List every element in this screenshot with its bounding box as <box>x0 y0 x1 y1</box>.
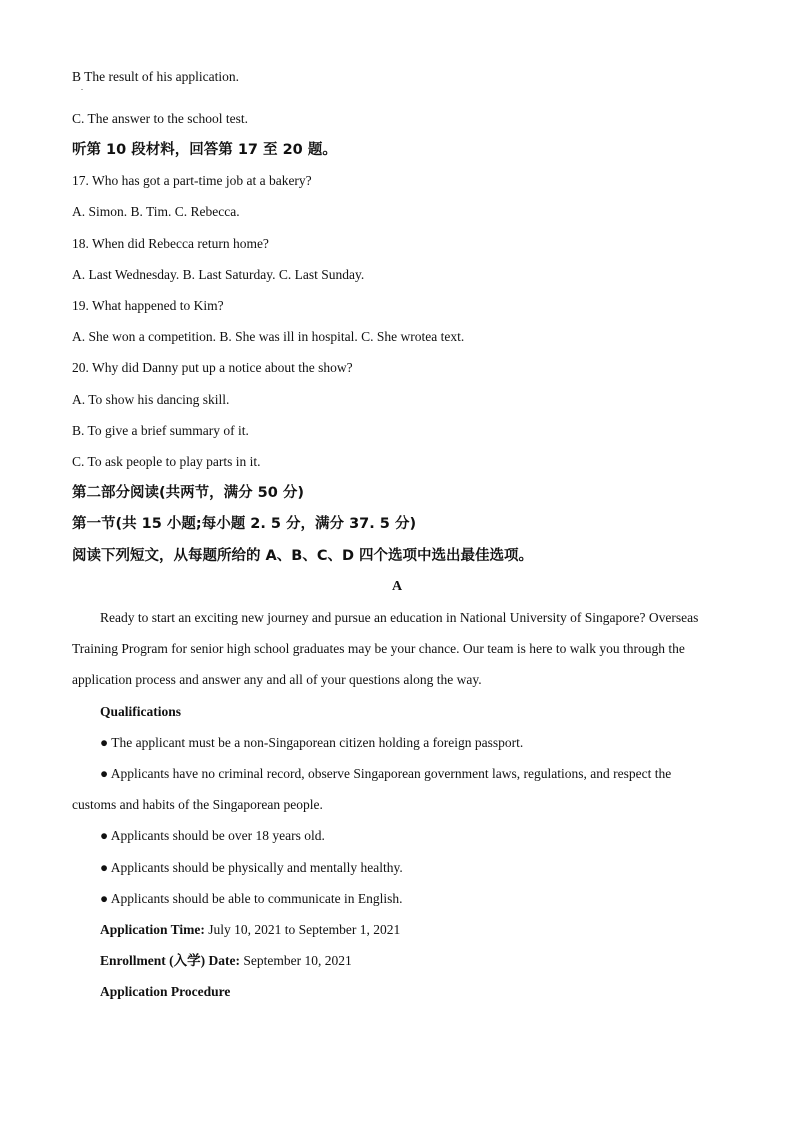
options-19: A. She won a competition. B. She was ill in hospital. C. She wrotea text. <box>72 329 465 344</box>
qualification-1: ● The applicant must be a non-Singaporean citizen holding a foreign passport. <box>100 735 524 750</box>
intro-line-3: application process and answer any and all of your questions along the way. <box>72 672 482 687</box>
question-18: 18. When did Rebecca return home? <box>72 236 269 251</box>
qualifications-heading: Qualifications <box>100 704 182 719</box>
passage-letter: A <box>391 579 403 594</box>
question-17: 17. Who has got a part-time job at a bakery? <box>72 173 312 188</box>
enrollment-value: September 10, 2021 <box>239 953 352 968</box>
application-time-value: July 10, 2021 to September 1, 2021 <box>204 922 401 937</box>
option-20-a: A. To show his dancing skill. <box>72 392 230 407</box>
question-20: 20. Why did Danny put up a notice about the show? <box>72 360 353 375</box>
application-time <box>100 921 400 939</box>
qualification-3: ● Applicants should be over 18 years old. <box>100 828 325 843</box>
section1-heading: 第一节(共 15 小题;每小题 2. 5 分，满分 37. 5 分) <box>72 516 417 532</box>
option-b-prev: B The result of his application. <box>72 69 239 84</box>
qualification-2-cont: customs and habits of the Singaporean people. <box>72 797 323 812</box>
qualification-5: ● Applicants should be able to communicate in English. <box>100 891 403 906</box>
part2-heading: 第二部分阅读(共两节，满分 50 分) <box>72 485 305 501</box>
enrollment-date <box>100 952 352 970</box>
question-19: 19. What happened to Kim? <box>72 298 224 313</box>
option-c-prev: C. The answer to the school test. <box>72 111 248 126</box>
intro-line-2: Training Program for senior high school graduates may be your chance. Our team is here to walk you through the <box>72 641 685 656</box>
option-20-c: C. To ask people to play parts in it. <box>72 454 261 469</box>
application-time-label: Application Time: <box>100 922 205 937</box>
section10-heading: 听第 10 段材料，回答第 17 至 20 题。 <box>72 142 337 158</box>
enrollment-label: Enrollment (入学) Date: <box>100 953 240 968</box>
stray-dot: . <box>81 83 83 92</box>
options-18: A. Last Wednesday. B. Last Saturday. C. Last Sunday. <box>72 267 365 282</box>
option-20-b: B. To give a brief summary of it. <box>72 423 249 438</box>
qualification-4: ● Applicants should be physically and mentally healthy. <box>100 860 403 875</box>
options-17: A. Simon. B. Tim. C. Rebecca. <box>72 204 240 219</box>
procedure-heading: Application Procedure <box>100 984 231 999</box>
reading-instruction: 阅读下列短文，从每题所给的 A、B、C、D 四个选项中选出最佳选项。 <box>72 548 534 564</box>
intro-line-1: Ready to start an exciting new journey and pursue an education in National University of Singapore? Overseas <box>100 610 699 625</box>
qualification-2: ● Applicants have no criminal record, observe Singaporean government laws, regulations, and respect the <box>100 766 672 781</box>
